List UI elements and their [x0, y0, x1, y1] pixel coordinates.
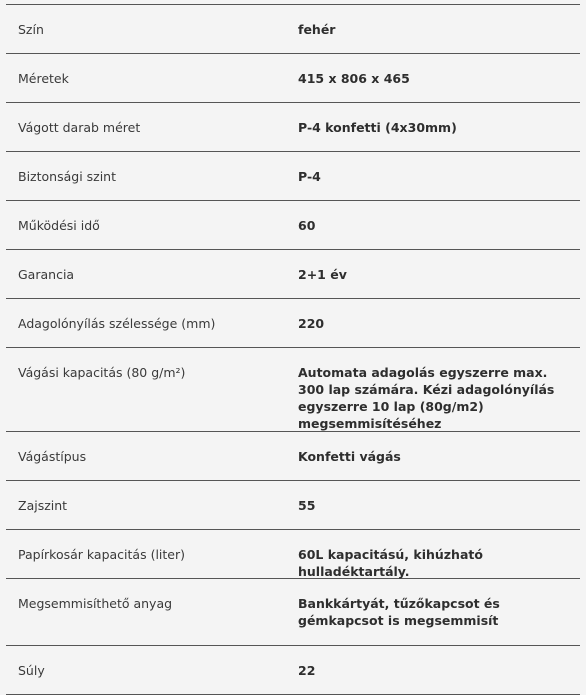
spec-value: 220: [298, 316, 325, 331]
spec-label: Megsemmisíthető anyag: [18, 596, 173, 611]
spec-value: 2+1 év: [298, 267, 347, 282]
spec-value: P-4 konfetti (4x30mm): [298, 120, 457, 135]
spec-value: 22: [298, 663, 316, 678]
spec-row-noise-level: [6, 480, 580, 529]
spec-row-bin-capacity: [6, 529, 580, 578]
spec-row-cut-size: [6, 102, 580, 151]
spec-value: 55: [298, 498, 316, 513]
spec-label: Vágástípus: [18, 449, 87, 464]
spec-row-cut-type: [6, 431, 580, 480]
spec-value: 415 x 806 x 465: [298, 71, 410, 86]
spec-label: Papírkosár kapacitás (liter): [18, 547, 186, 562]
spec-value: P-4: [298, 169, 321, 184]
spec-value: fehér: [298, 22, 336, 37]
spec-row-feed-width: [6, 298, 580, 347]
spec-row-dimensions: [6, 53, 580, 102]
spec-label: Szín: [18, 22, 44, 37]
spec-value: 60L kapacitású, kihúzható hulladéktartály.: [298, 547, 483, 579]
spec-row-cutting-capacity: [6, 347, 580, 431]
spec-label: Vágási kapacitás (80 g/m²): [18, 365, 186, 380]
spec-value: Automata adagolás egyszerre max. 300 lap számára. Kézi adagolónyílás egyszerre 10 lap (80g/m2) megsemmisítéséhez: [298, 365, 555, 431]
spec-row-operating-time: [6, 200, 580, 249]
spec-value: Konfetti vágás: [298, 449, 401, 464]
spec-label: Vágott darab méret: [18, 120, 141, 135]
spec-label: Méretek: [18, 71, 69, 86]
spec-table: [6, 4, 580, 695]
spec-label: Működési idő: [18, 218, 100, 233]
spec-label: Súly: [18, 663, 45, 678]
spec-value: 60: [298, 218, 316, 233]
spec-row-shreddable-material: [6, 578, 580, 645]
spec-row-weight: [6, 645, 580, 695]
spec-value: Bankkártyát, tűzőkapcsot és gémkapcsot is megsemmisít: [298, 596, 500, 628]
spec-label: Garancia: [18, 267, 75, 282]
spec-row-warranty: [6, 249, 580, 298]
spec-row-security-level: [6, 151, 580, 200]
spec-label: Adagolónyílás szélessége (mm): [18, 316, 216, 331]
spec-label: Zajszint: [18, 498, 68, 513]
spec-label: Biztonsági szint: [18, 169, 117, 184]
spec-row-color: [6, 4, 580, 53]
